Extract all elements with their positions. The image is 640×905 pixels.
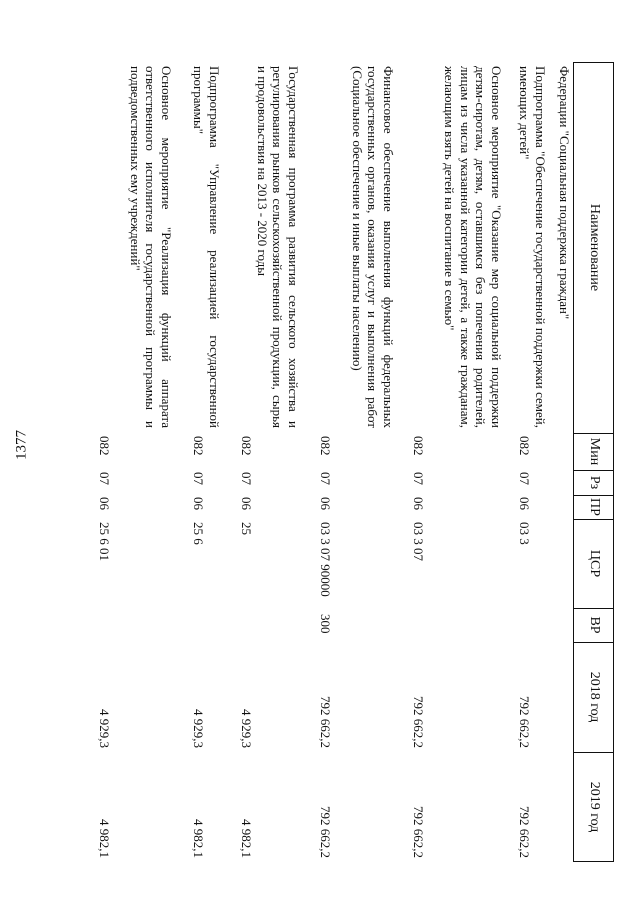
row-5-name: Подпрограмма "Управление реализацией государственной программы" xyxy=(191,66,222,428)
row-3-pr: 06 xyxy=(318,497,333,510)
header-2019: 2019 год xyxy=(587,781,602,833)
row-5-csr: 25 6 xyxy=(191,522,206,545)
row-2-2018: 792 662,2 xyxy=(411,696,426,748)
row-1-csr: 03 3 xyxy=(517,522,532,545)
table-top-border xyxy=(613,62,614,862)
row-3-min: 082 xyxy=(318,436,333,456)
row-3-csr: 03 3 07 90000 xyxy=(318,522,333,597)
header-bottom-border xyxy=(573,62,574,862)
row-2-2019: 792 662,2 xyxy=(411,806,426,858)
header-divider xyxy=(574,519,614,520)
row-4-pr: 06 xyxy=(239,497,254,510)
row-0-name: Федерации "Социальная поддержка граждан" xyxy=(557,66,572,320)
rotated-page xyxy=(68,62,614,862)
row-6-csr: 25 6 01 xyxy=(97,522,112,561)
row-3-rz: 07 xyxy=(318,472,333,485)
header-divider xyxy=(574,608,614,609)
row-2-pr: 06 xyxy=(411,497,426,510)
header-name: Наименование xyxy=(587,203,602,292)
row-3-2019: 792 662,2 xyxy=(318,806,333,858)
row-6-name: Основное мероприятие "Реализация функций аппарата ответственного исполнителя государственной программы и подведомственных ему учреждений" xyxy=(128,66,174,428)
header-vr: ВР xyxy=(587,616,602,634)
header-divider xyxy=(574,642,614,643)
row-2-min: 082 xyxy=(411,436,426,456)
header-divider xyxy=(574,495,614,496)
header-csr: ЦСР xyxy=(587,549,602,578)
page-number xyxy=(10,415,34,475)
header-divider xyxy=(574,62,614,63)
row-2-rz: 07 xyxy=(411,472,426,485)
row-4-2018: 4 929,3 xyxy=(239,709,254,748)
row-6-rz: 07 xyxy=(97,472,112,485)
header-divider xyxy=(574,861,614,862)
row-1-2019: 792 662,2 xyxy=(517,806,532,858)
row-4-name: Государственная программа развития сельского хозяйства и регулирования рынков сельскохозяйственной продукции, сырья и продовольствия на 2013 - 2020 годы xyxy=(255,66,301,428)
row-5-2019: 4 982,1 xyxy=(191,819,206,858)
row-6-min: 082 xyxy=(97,436,112,456)
row-1-2018: 792 662,2 xyxy=(517,696,532,748)
row-3-2018: 792 662,2 xyxy=(318,696,333,748)
header-pr: ПР xyxy=(587,498,602,516)
row-1-name: Подпрограмма "Обеспечение государственной поддержки семей, имеющих детей" xyxy=(517,66,548,428)
row-4-2019: 4 982,1 xyxy=(239,819,254,858)
row-3-vr: 300 xyxy=(318,614,333,634)
header-divider xyxy=(574,470,614,471)
header-divider xyxy=(574,433,614,434)
row-5-pr: 06 xyxy=(191,497,206,510)
row-1-pr: 06 xyxy=(517,497,532,510)
row-4-csr: 25 xyxy=(239,522,254,535)
page-number-text: 1377 xyxy=(13,430,30,460)
row-2-name: Основное мероприятие "Оказание мер социальной поддержки детям-сиротам, детям, оставшимся без попечения родителей, лицам из числа указанной категории детей, а также гражданам, желающим взять детей на воспитание в семью" xyxy=(442,66,504,428)
header-divider xyxy=(574,752,614,753)
row-1-min: 082 xyxy=(517,436,532,456)
header-min: Мин xyxy=(587,437,602,466)
row-6-pr: 06 xyxy=(97,497,112,510)
row-1-rz: 07 xyxy=(517,472,532,485)
header-2018: 2018 год xyxy=(587,671,602,723)
budget-table xyxy=(68,62,614,862)
row-6-2018: 4 929,3 xyxy=(97,709,112,748)
row-5-min: 082 xyxy=(191,436,206,456)
header-rz: Рз xyxy=(587,475,602,490)
row-6-2019: 4 982,1 xyxy=(97,819,112,858)
row-4-min: 082 xyxy=(239,436,254,456)
row-2-csr: 03 3 07 xyxy=(411,522,426,561)
row-3-name: Финансовое обеспечение выполнения функций федеральных государственных органов, оказания услуг и выполнения работ (Социальное обеспечение и иные выплаты населению) xyxy=(350,66,396,428)
row-5-rz: 07 xyxy=(191,472,206,485)
row-4-rz: 07 xyxy=(239,472,254,485)
row-5-2018: 4 929,3 xyxy=(191,709,206,748)
